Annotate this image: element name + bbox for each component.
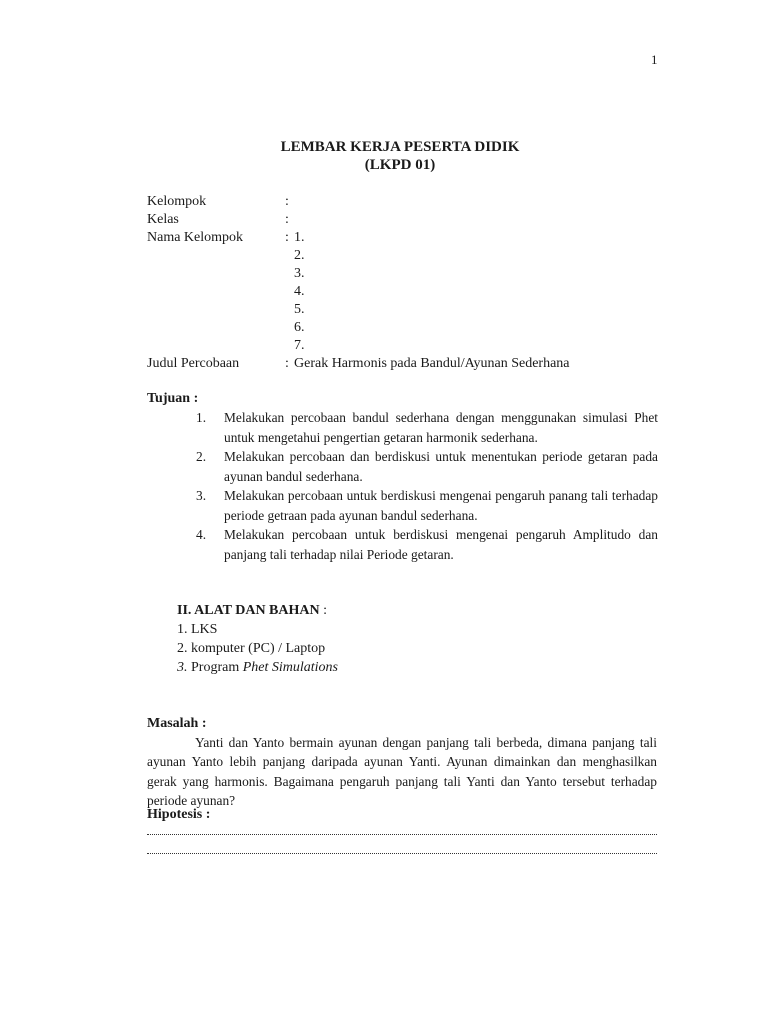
hipotesis-answer-line[interactable] <box>147 853 657 854</box>
alat-item-program-number: 3. <box>177 660 188 675</box>
list-item-number: 2. <box>196 449 207 464</box>
alat-item-komputer: 2. komputer (PC) / Laptop <box>177 641 326 656</box>
alat-heading: II. ALAT DAN BAHAN <box>177 603 320 618</box>
judul-label: Judul Percobaan <box>147 356 240 371</box>
judul-value: Gerak Harmonis pada Bandul/Ayunan Sederhana <box>294 356 570 371</box>
member-number: 1. <box>294 230 305 245</box>
hipotesis-heading: Hipotesis : <box>147 807 211 822</box>
list-item-text: Melakukan percobaan untuk berdiskusi mengenai pengaruh panang tali terhadap periode getraan pada ayunan bandul sederhana. <box>224 488 658 523</box>
alat-item-program-prefix: Program <box>187 660 243 675</box>
member-number: 3. <box>294 266 305 281</box>
list-item-number: 1. <box>196 410 207 425</box>
member-number: 6. <box>294 320 305 335</box>
list-item-number: 3. <box>196 488 207 503</box>
alat-item-lks: 1. LKS <box>177 622 218 637</box>
judul-colon: : <box>285 356 289 371</box>
title-line-1: LEMBAR KERJA PESERTA DIDIK <box>280 139 520 155</box>
member-number: 2. <box>294 248 305 263</box>
masalah-text: Yanti dan Yanto bermain ayunan dengan panjang tali berbeda, dimana panjang tali ayunan Yanto lebih panjang daripada ayunan Yanti. Ayunan dimainkan dan menghasilkan gerak yang harmonis. Bagaimana pengaruh panjang tali Yanti dan Yanto tersebut terhadap periode ayunan? <box>147 735 657 808</box>
list-item-text: Melakukan percobaan untuk berdiskusi mengenai pengaruh Amplitudo dan panjang tali terhadap nilai Periode getaran. <box>224 527 658 562</box>
nama-kelompok-colon: : <box>285 230 289 245</box>
page-number: 1 <box>651 52 658 67</box>
kelas-colon: : <box>285 212 289 227</box>
alat-heading-row <box>177 602 327 620</box>
kelas-label: Kelas <box>147 212 179 227</box>
hipotesis-answer-line[interactable] <box>147 834 657 835</box>
list-item-number: 4. <box>196 527 207 542</box>
member-number: 7. <box>294 338 305 353</box>
kelompok-colon: : <box>285 194 289 209</box>
title-line-2: (LKPD 01) <box>364 157 436 173</box>
list-item-text: Melakukan percobaan dan berdiskusi untuk menentukan periode getaran pada ayunan bandul sederhana. <box>224 449 658 484</box>
tujuan-list <box>196 408 658 564</box>
alat-heading-colon: : <box>319 603 328 618</box>
alat-item-program-name: Phet Simulations <box>242 660 338 675</box>
document-title <box>0 138 768 174</box>
alat-item-program <box>177 659 338 677</box>
tujuan-heading: Tujuan : <box>147 391 199 406</box>
list-item <box>196 447 658 486</box>
masalah-heading: Masalah : <box>147 716 207 731</box>
nama-kelompok-label: Nama Kelompok <box>147 230 244 245</box>
list-item <box>196 408 658 447</box>
member-number: 5. <box>294 302 305 317</box>
member-number: 4. <box>294 284 305 299</box>
list-item-text: Melakukan percobaan bandul sederhana dengan menggunakan simulasi Phet untuk mengetahui pengertian getaran harmonik sederhana. <box>224 410 658 445</box>
list-item <box>196 525 658 564</box>
kelompok-label: Kelompok <box>147 194 207 209</box>
list-item <box>196 486 658 525</box>
